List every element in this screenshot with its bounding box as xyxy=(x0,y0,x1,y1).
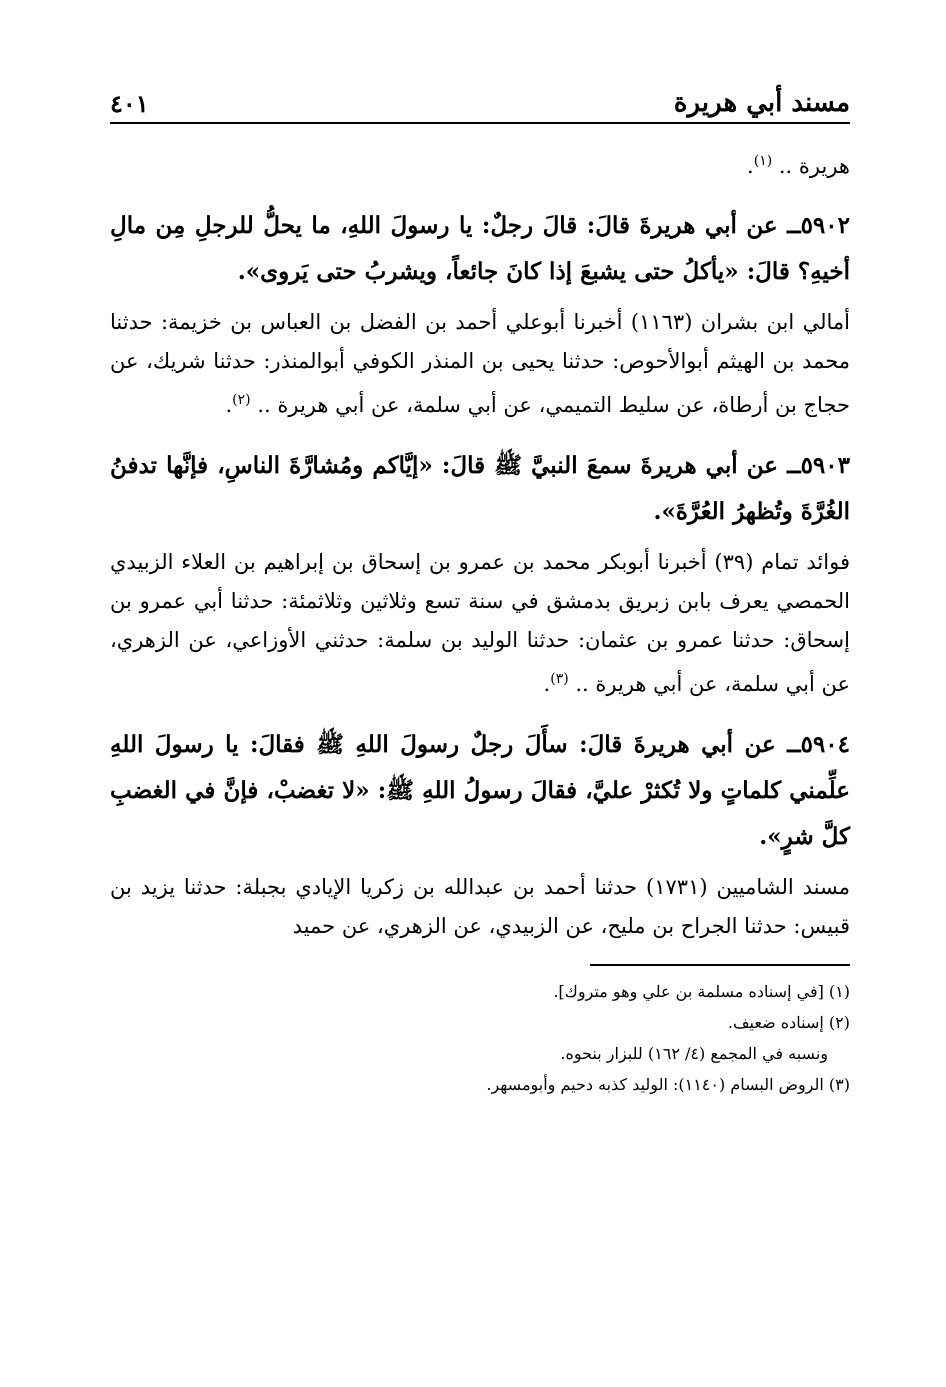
footnote-ref-1: (١) xyxy=(753,153,773,169)
source-5903-text: فوائد تمام (٣٩) أخبرنا أبوبكر محمد بن عمرو بن إسحاق بن إبراهيم بن العلاء الزبيدي الحمصي يعرف بابن زبريق بدمشق في سنة تسع وثلاثين وثلاثمئة: حدثنا أبي عمرو بن إسحاق: حدثنا عمرو بن عثمان: حدثنا الوليد بن سلمة: حدثني الأوزاعي، عن الزهري، عن أبي سلمة، عن أبي هريرة .. xyxy=(110,550,850,696)
page-number: ٤٠١ xyxy=(110,89,149,118)
footnote-divider xyxy=(590,964,850,966)
footnote-ref-2: (٢) xyxy=(232,392,251,408)
source-5903: فوائد تمام (٣٩) أخبرنا أبوبكر محمد بن عمرو بن إسحاق بن إبراهيم بن العلاء الزبيدي الحمصي يعرف بابن زبريق بدمشق في سنة تسع وثلاثين وثلاثمئة: حدثنا أبي عمرو بن إسحاق: حدثنا عمرو بن عثمان: حدثنا الوليد بن سلمة: حدثني الأوزاعي، عن الزهري، عن أبي سلمة، عن أبي هريرة .. $^{(٣)}$. xyxy=(110,550,850,696)
footnote-ref-3: (٣) xyxy=(550,671,569,687)
running-title: مسند أبي هريرة xyxy=(673,88,850,118)
page-content xyxy=(110,142,850,1100)
book-page xyxy=(110,60,850,1360)
source-5904: مسند الشاميين (١٧٣١) حدثنا أحمد بن عبدالله بن زكريا الإيادي بجبلة: حدثنا يزيد بن قبيس: حدثنا الجراح بن مليح، عن الزبيدي، عن الزهري، عن حميد xyxy=(110,875,850,938)
footnote-2-continuation: ونسبه في المجمع (٤/ ١٦٢) للبزار بنحوه. xyxy=(560,1044,828,1063)
page-header xyxy=(110,78,850,124)
source-5902: أمالي ابن بشران (١١٦٣) أخبرنا أبوعلي أحمد بن الفضل بن العباس بن خزيمة: حدثنا محمد بن الهيثم أبوالأحوص: حدثنا يحيى بن المنذر الكوفي أبوالمنذر: حدثنا شريك، عن حجاج بن أرطاة، عن سليط التميمي، عن أبي سلمة، عن أبي هريرة .. $^{(٢)}$. xyxy=(110,310,850,417)
footnote-2: (٢) إسناده ضعيف. xyxy=(727,1013,850,1032)
footnote-1: (١) [في إسناده مسلمة بن علي وهو متروك]. xyxy=(553,982,850,1001)
source-5902-text: أمالي ابن بشران (١١٦٣) أخبرنا أبوعلي أحمد بن الفضل بن العباس بن خزيمة: حدثنا محمد بن الهيثم أبوالأحوص: حدثنا يحيى بن المنذر الكوفي أبوالمنذر: حدثنا شريك، عن حجاج بن أرطاة، عن سليط التميمي، عن أبي سلمة، عن أبي هريرة .. xyxy=(110,310,850,417)
hadith-5904: ٥٩٠٤ــ عن أبي هريرةَ قالَ: سأَلَ رجلٌ رسولَ اللهِ ﷺ فقالَ: يا رسولَ اللهِ علِّمني كلماتٍ ولا تُكثرْ عليَّ، فقالَ رسولُ اللهِ ﷺ: «لا تغضبْ، فإنَّ في الغضبِ كلَّ شرٍ». xyxy=(110,731,850,850)
continued-text-body: هريرة .. xyxy=(778,154,850,178)
footnote-3: (٣) الروض البسام (١١٤٠): الوليد كذبه دحيم وأبومسهر. xyxy=(486,1075,850,1094)
footnotes xyxy=(110,976,850,1100)
hadith-5903: ٥٩٠٣ــ عن أبي هريرةَ سمعَ النبيَّ ﷺ قالَ: «إيَّاكم ومُشارَّةَ الناسِ، فإنَّها تدفنُ الغُرَّةَ وتُظهرُ العُرَّةَ». xyxy=(110,452,850,525)
hadith-5902: ٥٩٠٢ــ عن أبي هريرةَ قالَ: قالَ رجلٌ: يا رسولَ اللهِ، ما يحلُّ للرجلِ مِن مالِ أخيهِ؟ قالَ: «يأكلُ حتى يشبعَ إذا كانَ جائعاً، ويشربُ حتى يَروى». xyxy=(110,212,850,285)
continued-text: هريرة .. $^{(١)}$. xyxy=(747,153,850,178)
